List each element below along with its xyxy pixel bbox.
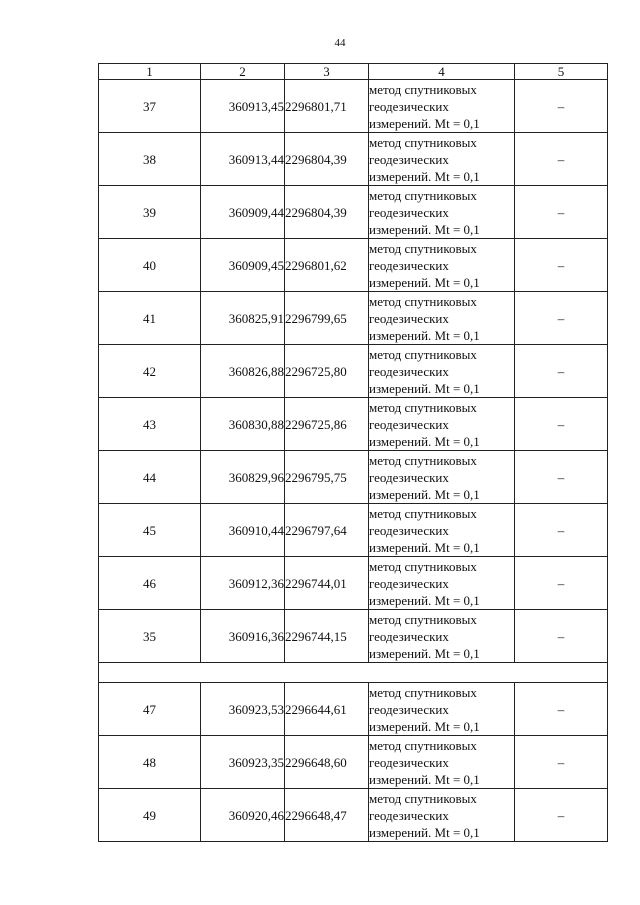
method-text-line: метод спутниковых <box>369 134 477 150</box>
y-coordinate-cell: 2296648,60 <box>285 736 369 789</box>
table-header-row <box>99 64 608 80</box>
y-coordinate-cell: 2296804,39 <box>285 133 369 186</box>
dash-cell: – <box>515 789 608 842</box>
dash-cell: – <box>515 239 608 292</box>
method-cell <box>369 292 515 345</box>
method-text-line: метод спутниковых <box>369 611 477 627</box>
dash-cell: – <box>515 557 608 610</box>
method-cell <box>369 345 515 398</box>
y-coordinate-cell: 2296799,65 <box>285 292 369 345</box>
section-separator-row <box>99 663 608 683</box>
y-coordinate-cell: 2296804,39 <box>285 186 369 239</box>
method-text-line: метод спутниковых <box>369 558 477 574</box>
table-row <box>99 789 608 842</box>
dash-cell: – <box>515 683 608 736</box>
point-number-cell: 45 <box>99 504 201 557</box>
x-coordinate-cell: 360912,36 <box>201 557 285 610</box>
method-text-line: геодезических <box>369 310 449 326</box>
method-text-line: геодезических <box>369 469 449 485</box>
method-text-line: геодезических <box>369 257 449 273</box>
method-text-line: измерений. Mt = 0,1 <box>369 824 480 840</box>
x-coordinate-cell: 360923,53 <box>201 683 285 736</box>
method-text-line: измерений. Mt = 0,1 <box>369 380 480 396</box>
dash-cell: – <box>515 610 608 663</box>
separator-cell <box>99 663 608 683</box>
method-text-line: геодезических <box>369 575 449 591</box>
method-text-line: геодезических <box>369 363 449 379</box>
table-row <box>99 345 608 398</box>
method-text-line: геодезических <box>369 628 449 644</box>
method-text-line: измерений. Mt = 0,1 <box>369 433 480 449</box>
method-text-line: геодезических <box>369 204 449 220</box>
method-text-line: метод спутниковых <box>369 399 477 415</box>
table-row <box>99 239 608 292</box>
coordinates-table <box>98 63 608 842</box>
x-coordinate-cell: 360826,88 <box>201 345 285 398</box>
point-number-cell: 41 <box>99 292 201 345</box>
method-text-line: геодезических <box>369 754 449 770</box>
point-number-cell: 35 <box>99 610 201 663</box>
table-row <box>99 398 608 451</box>
table-row <box>99 557 608 610</box>
method-text-line: метод спутниковых <box>369 505 477 521</box>
table-row <box>99 186 608 239</box>
table-row <box>99 80 608 133</box>
table-row <box>99 133 608 186</box>
method-cell <box>369 683 515 736</box>
method-cell <box>369 736 515 789</box>
x-coordinate-cell: 360909,45 <box>201 239 285 292</box>
method-text-line: измерений. Mt = 0,1 <box>369 168 480 184</box>
y-coordinate-cell: 2296725,80 <box>285 345 369 398</box>
y-coordinate-cell: 2296744,15 <box>285 610 369 663</box>
point-number-cell: 39 <box>99 186 201 239</box>
method-text-line: геодезических <box>369 522 449 538</box>
header-cell-5: 5 <box>515 64 608 80</box>
x-coordinate-cell: 360829,96 <box>201 451 285 504</box>
point-number-cell: 38 <box>99 133 201 186</box>
header-cell-1: 1 <box>99 64 201 80</box>
point-number-cell: 37 <box>99 80 201 133</box>
x-coordinate-cell: 360830,88 <box>201 398 285 451</box>
y-coordinate-cell: 2296801,71 <box>285 80 369 133</box>
coordinates-table-body <box>99 64 608 842</box>
x-coordinate-cell: 360920,46 <box>201 789 285 842</box>
method-text-line: геодезических <box>369 701 449 717</box>
x-coordinate-cell: 360909,44 <box>201 186 285 239</box>
method-text-line: метод спутниковых <box>369 684 477 700</box>
method-text-line: метод спутниковых <box>369 737 477 753</box>
method-text-line: метод спутниковых <box>369 81 477 97</box>
point-number-cell: 44 <box>99 451 201 504</box>
x-coordinate-cell: 360825,91 <box>201 292 285 345</box>
x-coordinate-cell: 360913,45 <box>201 80 285 133</box>
y-coordinate-cell: 2296648,47 <box>285 789 369 842</box>
method-cell <box>369 239 515 292</box>
header-cell-3: 3 <box>285 64 369 80</box>
dash-cell: – <box>515 80 608 133</box>
table-row <box>99 683 608 736</box>
dash-cell: – <box>515 504 608 557</box>
method-text-line: метод спутниковых <box>369 790 477 806</box>
method-cell <box>369 451 515 504</box>
point-number-cell: 49 <box>99 789 201 842</box>
method-text-line: измерений. Mt = 0,1 <box>369 221 480 237</box>
x-coordinate-cell: 360910,44 <box>201 504 285 557</box>
point-number-cell: 42 <box>99 345 201 398</box>
point-number-cell: 47 <box>99 683 201 736</box>
method-cell <box>369 557 515 610</box>
method-cell <box>369 398 515 451</box>
method-text-line: измерений. Mt = 0,1 <box>369 645 480 661</box>
x-coordinate-cell: 360916,36 <box>201 610 285 663</box>
table-row <box>99 736 608 789</box>
point-number-cell: 40 <box>99 239 201 292</box>
method-cell <box>369 80 515 133</box>
method-text-line: метод спутниковых <box>369 187 477 203</box>
y-coordinate-cell: 2296795,75 <box>285 451 369 504</box>
table-row <box>99 504 608 557</box>
method-text-line: геодезических <box>369 151 449 167</box>
dash-cell: – <box>515 398 608 451</box>
method-text-line: измерений. Mt = 0,1 <box>369 539 480 555</box>
method-text-line: геодезических <box>369 416 449 432</box>
method-text-line: измерений. Mt = 0,1 <box>369 486 480 502</box>
method-text-line: метод спутниковых <box>369 240 477 256</box>
method-text-line: измерений. Mt = 0,1 <box>369 327 480 343</box>
method-cell <box>369 610 515 663</box>
method-cell <box>369 504 515 557</box>
method-text-line: измерений. Mt = 0,1 <box>369 274 480 290</box>
x-coordinate-cell: 360923,35 <box>201 736 285 789</box>
table-row <box>99 451 608 504</box>
y-coordinate-cell: 2296801,62 <box>285 239 369 292</box>
method-text-line: геодезических <box>369 807 449 823</box>
y-coordinate-cell: 2296744,01 <box>285 557 369 610</box>
method-cell <box>369 186 515 239</box>
dash-cell: – <box>515 186 608 239</box>
table-row <box>99 292 608 345</box>
point-number-cell: 48 <box>99 736 201 789</box>
method-text-line: измерений. Mt = 0,1 <box>369 718 480 734</box>
point-number-cell: 43 <box>99 398 201 451</box>
y-coordinate-cell: 2296797,64 <box>285 504 369 557</box>
page-number: 44 <box>334 37 346 49</box>
y-coordinate-cell: 2296644,61 <box>285 683 369 736</box>
dash-cell: – <box>515 451 608 504</box>
header-cell-4: 4 <box>369 64 515 80</box>
method-text-line: метод спутниковых <box>369 293 477 309</box>
table-row <box>99 610 608 663</box>
y-coordinate-cell: 2296725,86 <box>285 398 369 451</box>
method-text-line: измерений. Mt = 0,1 <box>369 771 480 787</box>
dash-cell: – <box>515 292 608 345</box>
dash-cell: – <box>515 736 608 789</box>
point-number-cell: 46 <box>99 557 201 610</box>
dash-cell: – <box>515 133 608 186</box>
method-cell <box>369 133 515 186</box>
header-cell-2: 2 <box>201 64 285 80</box>
method-cell <box>369 789 515 842</box>
method-text-line: измерений. Mt = 0,1 <box>369 592 480 608</box>
method-text-line: геодезических <box>369 98 449 114</box>
method-text-line: измерений. Mt = 0,1 <box>369 115 480 131</box>
method-text-line: метод спутниковых <box>369 346 477 362</box>
dash-cell: – <box>515 345 608 398</box>
x-coordinate-cell: 360913,44 <box>201 133 285 186</box>
method-text-line: метод спутниковых <box>369 452 477 468</box>
